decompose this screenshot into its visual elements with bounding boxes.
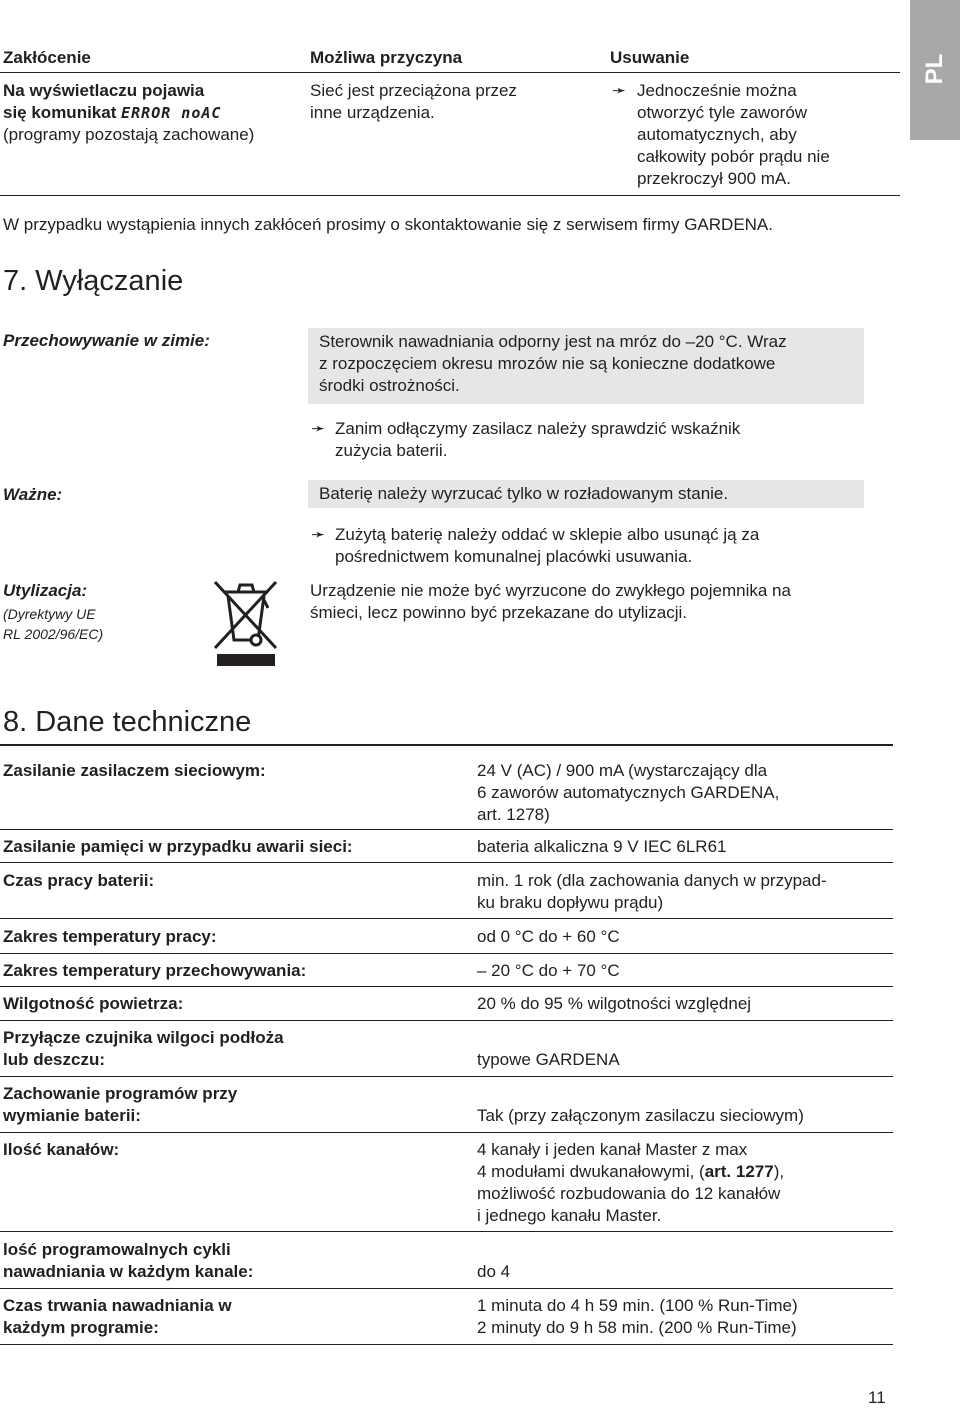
section-7-title: 7. Wyłączanie: [3, 265, 184, 297]
article-number: art. 1277: [704, 1162, 774, 1181]
section-8-title: 8. Dane techniczne: [3, 706, 252, 738]
spec-label-line: lub deszczu:: [3, 1050, 106, 1069]
spec-label: [3, 1239, 443, 1283]
spec-value-text: 4 modułami dwukanałowymi, (: [477, 1162, 705, 1181]
winter-action-line: Zanim odłączymy zasilacz należy sprawdzić wskaźnik: [335, 419, 741, 438]
col-header-cause: Możliwa przyczyna: [310, 48, 463, 67]
cause-line-2: inne urządzenia.: [310, 103, 435, 122]
spec-label: Zasilanie zasilaczem sieciowym:: [3, 761, 266, 780]
language-tab: [910, 0, 960, 140]
spec-label-line: nawadniania w każdym kanale:: [3, 1262, 254, 1281]
section-8-rule: [0, 744, 893, 746]
important-action: [335, 524, 875, 568]
spec-value: bateria alkaliczna 9 V IEC 6LR61: [477, 837, 727, 856]
spec-label-line: Zachowanie programów przy: [3, 1084, 238, 1103]
spec-divider: [0, 986, 893, 987]
winter-action: [335, 418, 875, 462]
service-note: W przypadku wystąpienia innych zakłóceń prosimy o skontaktowanie się z serwisem firmy GARDENA.: [3, 215, 773, 234]
spec-divider: [0, 1020, 893, 1021]
disposal-directive: [3, 604, 103, 644]
spec-value-line: 1 minuta do 4 h 59 min. (100 % Run-Time): [477, 1296, 798, 1315]
spec-label: [3, 1083, 443, 1127]
spec-divider: [0, 918, 893, 919]
spec-label: [3, 1027, 443, 1071]
disposal-text-line: śmieci, lecz powinno być przekazane do utylizacji.: [310, 603, 688, 622]
winter-action-line: zużycia baterii.: [335, 441, 448, 460]
spec-value-line: [477, 1161, 897, 1183]
winter-box-line: środki ostrożności.: [319, 376, 460, 395]
spec-divider: [0, 1344, 893, 1345]
spec-value-line: ku braku dopływu prądu): [477, 893, 664, 912]
fault-line-3: (programy pozostają zachowane): [3, 125, 255, 144]
lcd-message: ERROR noAC: [121, 104, 222, 122]
remedy-line: Jednocześnie można: [637, 81, 797, 100]
disposal-label: Utylizacja:: [3, 581, 88, 600]
col-header-remedy: Usuwanie: [610, 48, 690, 67]
important-info-box: [308, 480, 864, 508]
remedy-line: całkowity pobór prądu nie: [637, 147, 830, 166]
fault-cell: [3, 80, 303, 146]
spec-label: Ilość kanałów:: [3, 1140, 120, 1159]
spec-label-line: Przyłącze czujnika wilgoci podłoża: [3, 1028, 284, 1047]
winter-box-line: Sterownik nawadniania odporny jest na mróz do –20 °C. Wraz: [319, 332, 787, 351]
spec-value: – 20 °C do + 70 °C: [477, 961, 620, 980]
spec-divider: [0, 862, 893, 863]
arrow-icon: ➛: [311, 419, 326, 438]
spec-label-line: każdym programie:: [3, 1318, 159, 1337]
remedy-line: przekroczył 900 mA.: [637, 169, 791, 188]
spec-label: Zakres temperatury przechowywania:: [3, 961, 307, 980]
cause-cell: [310, 80, 600, 124]
spec-value-line: 24 V (AC) / 900 mA (wystarczający dla: [477, 761, 768, 780]
disposal-directive-line: RL 2002/96/EC): [3, 626, 104, 642]
spec-label: Zakres temperatury pracy:: [3, 927, 217, 946]
spec-value: od 0 °C do + 60 °C: [477, 927, 620, 946]
spec-value-line: 6 zaworów automatycznych GARDENA,: [477, 783, 780, 802]
spec-divider: [0, 1288, 893, 1289]
arrow-icon: ➛: [612, 81, 627, 100]
spec-label: Czas pracy baterii:: [3, 871, 155, 890]
remedy-cell: [637, 80, 897, 190]
cause-line-1: Sieć jest przeciążona przez: [310, 81, 517, 100]
winter-box-line: z rozpoczęciem okresu mrozów nie są konieczne dodatkowe: [319, 354, 776, 373]
spec-divider: [0, 953, 893, 954]
spec-value-line: i jednego kanału Master.: [477, 1206, 662, 1225]
spec-value-line: art. 1278): [477, 805, 550, 824]
crossed-out-wheelie-bin-icon: [210, 578, 280, 670]
table-header-rule: [0, 72, 900, 73]
winter-info-box: [308, 328, 864, 404]
spec-value-line: 2 minuty do 9 h 58 min. (200 % Run-Time): [477, 1318, 797, 1337]
spec-value: Tak (przy załączonym zasilaczu sieciowym): [477, 1106, 804, 1125]
spec-value: [477, 1295, 897, 1339]
spec-divider: [0, 1132, 893, 1133]
arrow-icon: ➛: [311, 525, 326, 544]
remedy-line: otworzyć tyle zaworów: [637, 103, 808, 122]
disposal-text: [310, 580, 880, 624]
spec-value-text: ),: [773, 1162, 785, 1181]
spec-value-line: min. 1 rok (dla zachowania danych w przypad-: [477, 871, 827, 890]
important-action-line: pośrednictwem komunalnej placówki usuwania.: [335, 547, 693, 566]
remedy-line: automatycznych, aby: [637, 125, 797, 144]
fault-line-2: się komunikat: [3, 103, 117, 122]
fault-line-1: Na wyświetlaczu pojawia: [3, 81, 205, 100]
spec-value: [477, 870, 897, 914]
winter-label: Przechowywanie w zimie:: [3, 331, 210, 350]
table-bottom-rule: [0, 195, 900, 196]
spec-value: [477, 760, 897, 826]
spec-value: [477, 1139, 897, 1227]
spec-value-line: 4 kanały i jeden kanał Master z max: [477, 1140, 748, 1159]
important-label: Ważne:: [3, 485, 63, 504]
language-tab-label: PL: [921, 53, 948, 85]
spec-divider: [0, 829, 893, 830]
spec-value-line: możliwość rozbudowania do 12 kanałów: [477, 1184, 781, 1203]
spec-label: Wilgotność powietrza:: [3, 994, 184, 1013]
page-number: 11: [868, 1388, 886, 1407]
spec-label-line: lość programowalnych cykli: [3, 1240, 231, 1259]
disposal-text-line: Urządzenie nie może być wyrzucone do zwykłego pojemnika na: [310, 581, 791, 600]
spec-label: Zasilanie pamięci w przypadku awarii sieci:: [3, 837, 353, 856]
spec-value: typowe GARDENA: [477, 1050, 620, 1069]
spec-label-line: Czas trwania nawadniania w: [3, 1296, 232, 1315]
important-box-text: Baterię należy wyrzucać tylko w rozładowanym stanie.: [319, 484, 729, 503]
col-header-fault: Zakłócenie: [3, 48, 91, 67]
spec-label-line: wymianie baterii:: [3, 1106, 141, 1125]
spec-divider: [0, 1076, 893, 1077]
spec-label: [3, 1295, 443, 1339]
important-action-line: Zużytą baterię należy oddać w sklepie albo usunąć ją za: [335, 525, 760, 544]
spec-value: 20 % do 95 % wilgotności względnej: [477, 994, 752, 1013]
spec-value: do 4: [477, 1262, 511, 1281]
spec-divider: [0, 1231, 893, 1232]
disposal-directive-line: (Dyrektywy UE: [3, 606, 96, 622]
